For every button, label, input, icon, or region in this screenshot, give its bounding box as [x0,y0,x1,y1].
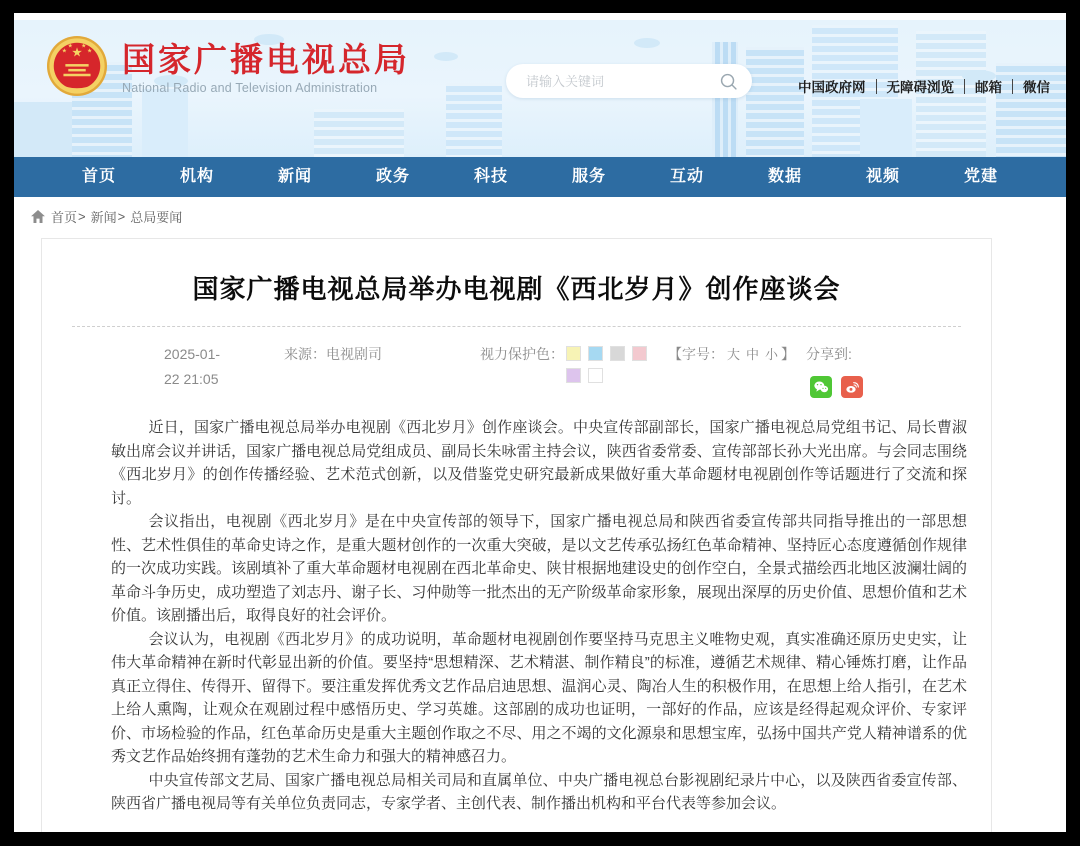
site-subtitle: National Radio and Television Administration [122,81,378,95]
font-size-group [668,342,800,367]
breadcrumb-separator: > [117,208,126,224]
site-logo[interactable] [46,35,410,102]
search-icon[interactable] [719,72,738,91]
wechat-link[interactable]: 微信 [1023,80,1050,95]
eye-protect-label: 视力保护色： [480,346,564,362]
font-size-label-close: 】 [781,346,796,362]
weibo-share-icon[interactable] [841,376,863,398]
nav-item-government[interactable]: 政务 [375,168,410,185]
font-size-medium[interactable]: 中 [746,347,760,362]
breadcrumb-news[interactable]: 新闻 [90,209,117,225]
share-group [806,342,863,398]
article-title: 国家广播电视总局举办电视剧《西北岁月》创作座谈会 [192,274,841,304]
eye-protect-swatch-pink[interactable] [632,346,647,361]
page [14,13,1066,832]
building-shape [712,42,738,157]
breadcrumb [14,197,1066,235]
link-divider [876,79,877,94]
building-shape [446,83,502,157]
svg-text:★: ★ [71,45,83,60]
article-container [41,238,992,832]
eye-protect-group [480,342,662,390]
publish-date: 2025-01-22 21:05 [164,346,221,387]
top-links [798,76,1050,96]
top-strip [14,13,1066,20]
nav-item-services[interactable]: 服务 [571,168,606,185]
nav-item-video[interactable]: 视频 [865,168,900,185]
font-size-large[interactable]: 大 [727,347,741,362]
nav-item-technology[interactable]: 科技 [473,168,508,185]
building-shape [860,99,912,157]
svg-text:★: ★ [86,48,93,55]
font-size-small[interactable]: 小 [765,347,779,362]
search-input[interactable] [506,74,719,89]
breadcrumb-current: 总局要闻 [130,209,183,225]
svg-text:★: ★ [61,48,68,55]
eye-protect-swatch-yellow[interactable] [566,346,581,361]
article-paragraph: 会议指出，电视剧《西北岁月》是在中央宣传部的领导下，国家广播电视总局和陕西省委宣传部共同指导推出的一部思想性、艺术性俱佳的革命史诗之作，是重大题材创作的一次重大突破，是以文艺传承弘扬红色革命精神、坚持匠心态度遵循创作规律的一次成功实践。该剧填补了重大革命题材电视剧在西北革命史、陕甘根据地建设史的创作空白，全景式描绘西北地区波澜壮阔的革命斗争历史，成功塑造了刘志丹、谢子长、习仲勋等一批杰出的无产阶级革命家形象，展现出深厚的历史价值、思想价值和艺术价值。该剧播出后，取得良好的社会评价。 [111,513,967,624]
share-label: 分享到: [806,346,852,362]
breadcrumb-home[interactable]: 首页 [51,209,78,225]
eye-protect-swatch-blue[interactable] [588,346,603,361]
svg-text:★: ★ [67,43,73,50]
site-title-block [122,42,410,95]
cloud-shape [434,52,458,61]
link-divider [964,79,965,94]
site-banner [14,20,1066,157]
article-source [284,342,382,367]
search-bar[interactable] [506,64,752,98]
breadcrumb-separator: > [78,208,86,224]
site-title: 国家广播电视总局 [122,41,410,78]
nav-item-news[interactable]: 新闻 [277,168,312,185]
article-paragraph: 近日，国家广播电视总局举办电视剧《西北岁月》创作座谈会。中央宣传部副部长，国家广播电视总局党组书记、局长曹淑敏出席会议并讲话，国家广播电视总局党组成员、副局长朱咏雷主持会议，陕西省委常委、宣传部部长孙大光出席。与会同志围绕《西北岁月》的创作传播经验、艺术范式创新，以及借鉴党史研究最新成果做好重大革命题材电视剧创作等话题进行了交流和探讨。 [111,419,967,507]
main-nav [14,157,1066,197]
home-icon[interactable] [31,210,45,223]
wechat-share-icon[interactable] [810,376,832,398]
accessibility-link[interactable]: 无障碍浏览 [886,80,954,95]
nav-item-data[interactable]: 数据 [767,168,802,185]
building-shape [746,47,804,157]
share-icons [810,376,863,398]
nav-item-interaction[interactable]: 互动 [669,168,704,185]
cloud-shape [634,38,660,48]
source-label: 来源： [284,346,326,362]
gov-portal-link[interactable]: 中国政府网 [798,80,866,95]
nav-item-party[interactable]: 党建 [963,168,998,185]
article-body [42,402,991,832]
font-size-label-open: 【字号： [668,346,724,362]
article-paragraph: 中央宣传部文艺局、国家广播电视总局相关司局和直属单位、中央广播电视总台影视剧纪录片中心，以及陕西省委宣传部、陕西省广播电视局等有关单位负责同志，专家学者、主创代表、制作播出机构和平台代表等参加会议。 [111,771,967,812]
eye-protect-swatch-white[interactable] [588,368,603,383]
eye-protect-swatches [566,342,662,390]
article-meta [42,327,991,402]
nav-item-organization[interactable]: 机构 [179,168,214,185]
national-emblem-icon [46,35,108,102]
building-shape [314,109,404,157]
eye-protect-swatch-gray[interactable] [610,346,625,361]
nav-item-home[interactable]: 首页 [81,168,116,185]
link-divider [1012,79,1013,94]
mailbox-link[interactable]: 邮箱 [975,80,1002,95]
article-paragraph: 会议认为，电视剧《西北岁月》的成功说明，革命题材电视剧创作要坚持马克思主义唯物史观，真实准确还原历史史实，让伟大革命精神在新时代彰显出新的价值。要坚持“思想精深、艺术精湛、制作精良”的标准，遵循艺术规律、精心锤炼打磨，让作品真正立得住、传得开、留得下。要注重发挥优秀文艺作品启迪思想、温润心灵、陶冶人生的积极作用，在思想上给人指引，在艺术上给人熏陶，让观众在观剧过程中感悟历史、学习英雄。这部剧的成功也证明，一部好的作品，应该是经得起观众评价、专家评价、市场检验的作品，红色革命历史是重大主题创作取之不尽、用之不竭的文化源泉和思想宝库，弘扬中国共产党人精神谱系的优秀文艺作品始终拥有蓬勃的艺术生命力和强大的精神感召力。 [111,630,967,765]
svg-text:★: ★ [81,43,87,50]
eye-protect-swatch-purple[interactable] [566,368,581,383]
source-value: 电视剧司 [326,346,382,362]
